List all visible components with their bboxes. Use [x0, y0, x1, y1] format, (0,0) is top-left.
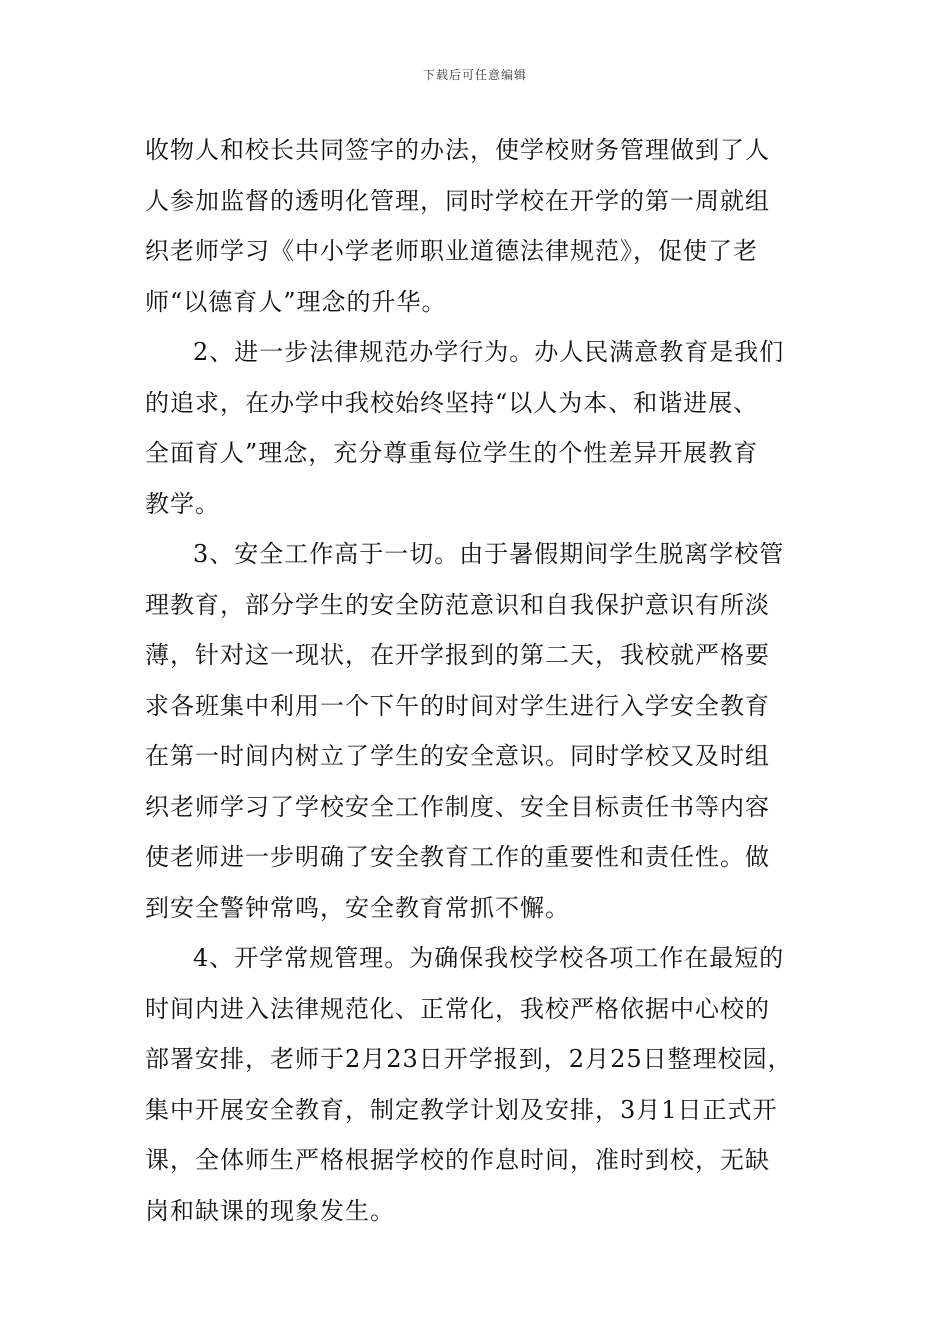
text-line: 课，全体师生严格根据学校的作息时间，准时到校，无缺 — [145, 1146, 770, 1174]
text-line: 求各班集中利用一个下午的时间对学生进行入学安全教育 — [145, 691, 770, 720]
text-line: 部署安排，老师于2月23日开学报到，2月25日整理校园， — [145, 1045, 793, 1073]
text-line: 收物人和校长共同签字的办法，使学校财务管理做到了人 — [145, 136, 770, 164]
paragraph-start-line: 3、安全工作高于一切。由于暑假期间学生脱离学校管 — [193, 540, 785, 568]
text-line: 全面育人”理念，充分尊重每位学生的个性差异开展教育 — [145, 439, 759, 467]
text-line: 的追求，在办学中我校始终坚持“以人为本、和谐进展、 — [145, 388, 759, 417]
header-note: 下载后可任意编辑 — [422, 68, 527, 82]
text-line: 理教育，部分学生的安全防范意识和自我保护意识有所淡 — [145, 590, 770, 619]
text-line: 在第一时间内树立了学生的安全意识。同时学校又及时组 — [145, 742, 770, 770]
text-line: 到安全警钟常鸣，安全教育常抓不懈。 — [145, 893, 570, 922]
text-line: 织老师学习《中小学老师职业道德法律规范》，促使了老 — [145, 237, 758, 265]
text-line: 时间内进入法律规范化、正常化，我校严格依据中心校的 — [145, 994, 770, 1023]
text-line: 集中开展安全教育，制定教学计划及安排，3月1日正式开 — [145, 1095, 778, 1124]
text-line: 使老师进一步明确了安全教育工作的重要性和责任性。做 — [145, 843, 770, 871]
text-line: 织老师学习了学校安全工作制度、安全目标责任书等内容 — [145, 792, 770, 821]
paragraph-start-line: 2、进一步法律规范办学行为。办人民满意教育是我们 — [193, 338, 785, 366]
text-line: 师“以德育人”理念的升华。 — [145, 287, 447, 316]
text-line: 薄，针对这一现状，在开学报到的第二天，我校就严格要 — [145, 641, 770, 669]
text-line: 教学。 — [145, 489, 220, 518]
paragraph-start-line: 4、开学常规管理。为确保我校学校各项工作在最短的 — [193, 944, 785, 972]
text-line: 岗和缺课的现象发生。 — [145, 1196, 395, 1225]
text-line: 人参加监督的透明化管理，同时学校在开学的第一周就组 — [145, 186, 770, 215]
body-text — [145, 125, 813, 1236]
